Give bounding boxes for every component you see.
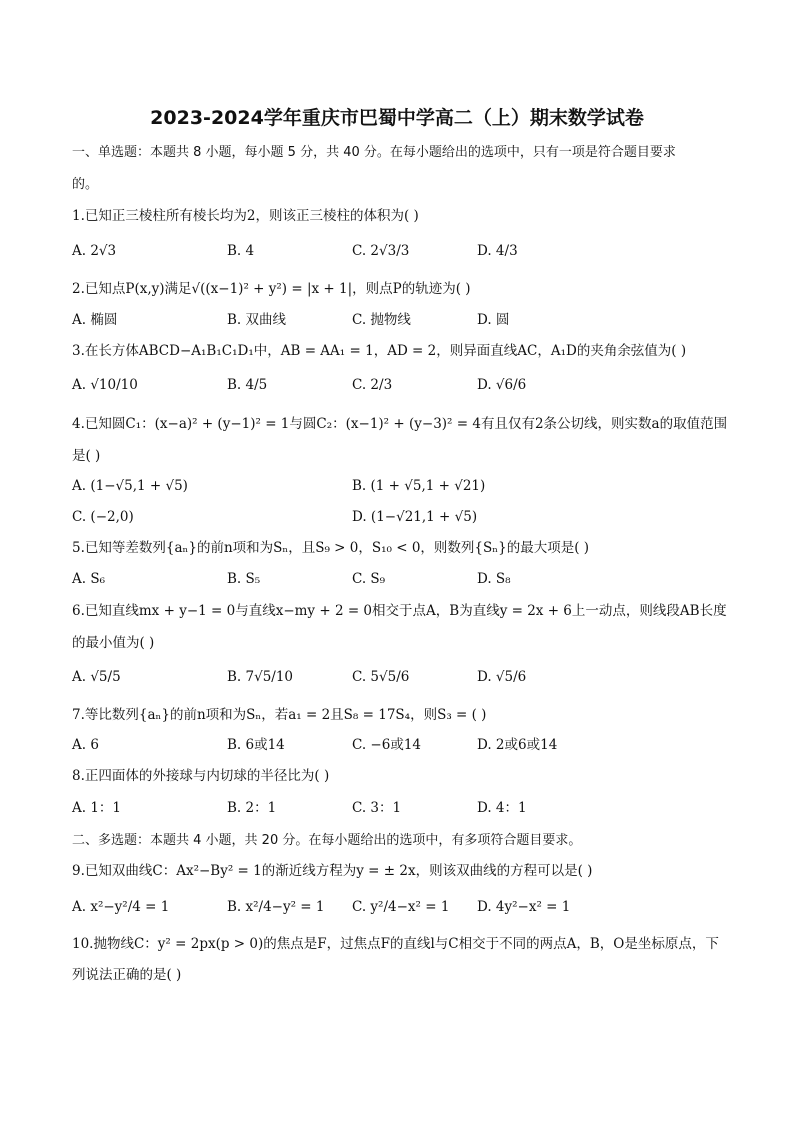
section-1-header-cont: 的。 [72, 177, 99, 192]
question-6-option-d: D. √5/6 [477, 669, 527, 685]
question-3-option-c: C. 2/3 [352, 377, 393, 393]
question-2-option-a: A. 椭圆 [72, 312, 118, 328]
question-4-options-row-2 [72, 506, 727, 528]
question-2-options [72, 309, 727, 331]
question-7-option-c: C. −6或14 [352, 737, 422, 753]
question-4-option-d: D. (1−√21,1 + √5) [352, 509, 478, 525]
question-5-stem: 5.已知等差数列{aₙ}的前n项和为Sₙ，且S₉ > 0，S₁₀ < 0，则数列{Sₙ}的最大项是( ) [72, 540, 590, 556]
question-6-option-b: B. 7√5/10 [227, 669, 294, 685]
question-6-stem: 6.已知直线mx + y−1 = 0与直线x−my + 2 = 0相交于点A，B为直线y = 2x + 6上一动点，则线段AB长度 [72, 603, 727, 619]
question-9-options [72, 896, 727, 918]
question-9-option-d: D. 4y²−x² = 1 [477, 899, 571, 915]
question-6-option-c: C. 5√5/6 [352, 669, 410, 685]
question-2-stem: 2.已知点P(x,y)满足√((x−1)² + y²) = |x + 1|，则点P的轨迹为( ) [72, 281, 471, 297]
question-7-option-d: D. 2或6或14 [477, 737, 558, 753]
question-10-stem: 10.抛物线C：y² = 2px(p > 0)的焦点是F，过焦点F的直线l与C相交于不同的两点A，B，O是坐标原点，下 [72, 936, 719, 952]
question-8-stem: 8.正四面体的外接球与内切球的半径比为( ) [72, 768, 330, 784]
question-5-option-c: C. S₉ [352, 571, 386, 587]
question-4-option-b: B. (1 + √5,1 + √21) [352, 478, 486, 494]
question-4-options-row-1 [72, 475, 727, 497]
question-5-option-a: A. S₆ [72, 571, 105, 587]
question-8-option-d: D. 4：1 [477, 800, 527, 816]
question-8-option-c: C. 3：1 [352, 800, 402, 816]
question-5-option-d: D. S₈ [477, 571, 511, 587]
question-6-options [72, 666, 727, 688]
question-3-option-d: D. √6/6 [477, 377, 527, 393]
section-2-header: 二、多选题：本题共 4 小题，共 20 分。在每小题给出的选项中，有多项符合题目要求。 [72, 833, 582, 848]
question-9-stem: 9.已知双曲线C：Ax²−By² = 1的渐近线方程为y = ± 2x，则该双曲线的方程可以是( ) [72, 863, 593, 879]
question-7-options [72, 734, 727, 756]
question-8-option-b: B. 2：1 [227, 800, 277, 816]
question-4-stem-cont: 是( ) [72, 448, 101, 464]
question-5-option-b: B. S₅ [227, 571, 261, 587]
question-6-stem-cont: 的最小值为( ) [72, 635, 155, 651]
question-6-option-a: A. √5/5 [72, 669, 121, 685]
question-10-stem-cont: 列说法正确的是( ) [72, 967, 182, 983]
question-1-option-b: B. 4 [227, 243, 255, 259]
page-title: 2023-2024学年重庆市巴蜀中学高二（上）期末数学试卷 [150, 107, 644, 129]
question-1-option-d: D. 4/3 [477, 243, 518, 259]
section-1-header: 一、单选题：本题共 8 小题，每小题 5 分，共 40 分。在每小题给出的选项中，只有一项是符合题目要求 [72, 145, 676, 160]
question-2-option-d: D. 圆 [477, 312, 510, 328]
question-3-option-b: B. 4/5 [227, 377, 268, 393]
question-1-options [72, 240, 727, 262]
question-1-stem: 1.已知正三棱柱所有棱长均为2，则该正三棱柱的体积为( ) [72, 208, 419, 224]
question-3-stem: 3.在长方体ABCD−A₁B₁C₁D₁中，AB = AA₁ = 1，AD = 2，则异面直线AC，A₁D的夹角余弦值为( ) [72, 343, 687, 359]
question-2-option-b: B. 双曲线 [227, 312, 287, 328]
question-5-options [72, 568, 727, 590]
question-7-stem: 7.等比数列{aₙ}的前n项和为Sₙ，若a₁ = 2且S₈ = 17S₄，则S₃ = ( ) [72, 707, 487, 723]
question-9-option-a: A. x²−y²/4 = 1 [72, 899, 170, 915]
question-4-option-c: C. (−2,0) [72, 509, 134, 525]
question-8-option-a: A. 1：1 [72, 800, 122, 816]
question-3-options [72, 374, 727, 396]
question-7-option-a: A. 6 [72, 737, 99, 753]
question-3-option-a: A. √10/10 [72, 377, 138, 393]
question-9-option-b: B. x²/4−y² = 1 [227, 899, 325, 915]
question-1-option-c: C. 2√3/3 [352, 243, 410, 259]
question-1-option-a: A. 2√3 [72, 243, 117, 259]
question-2-option-c: C. 抛物线 [352, 312, 411, 328]
question-4-stem: 4.已知圆C₁：(x−a)² + (y−1)² = 1与圆C₂：(x−1)² + (y−3)² = 4有且仅有2条公切线，则实数a的取值范围 [72, 416, 728, 432]
question-7-option-b: B. 6或14 [227, 737, 285, 753]
question-4-option-a: A. (1−√5,1 + √5) [72, 478, 188, 494]
question-8-options [72, 797, 727, 819]
question-9-option-c: C. y²/4−x² = 1 [352, 899, 450, 915]
